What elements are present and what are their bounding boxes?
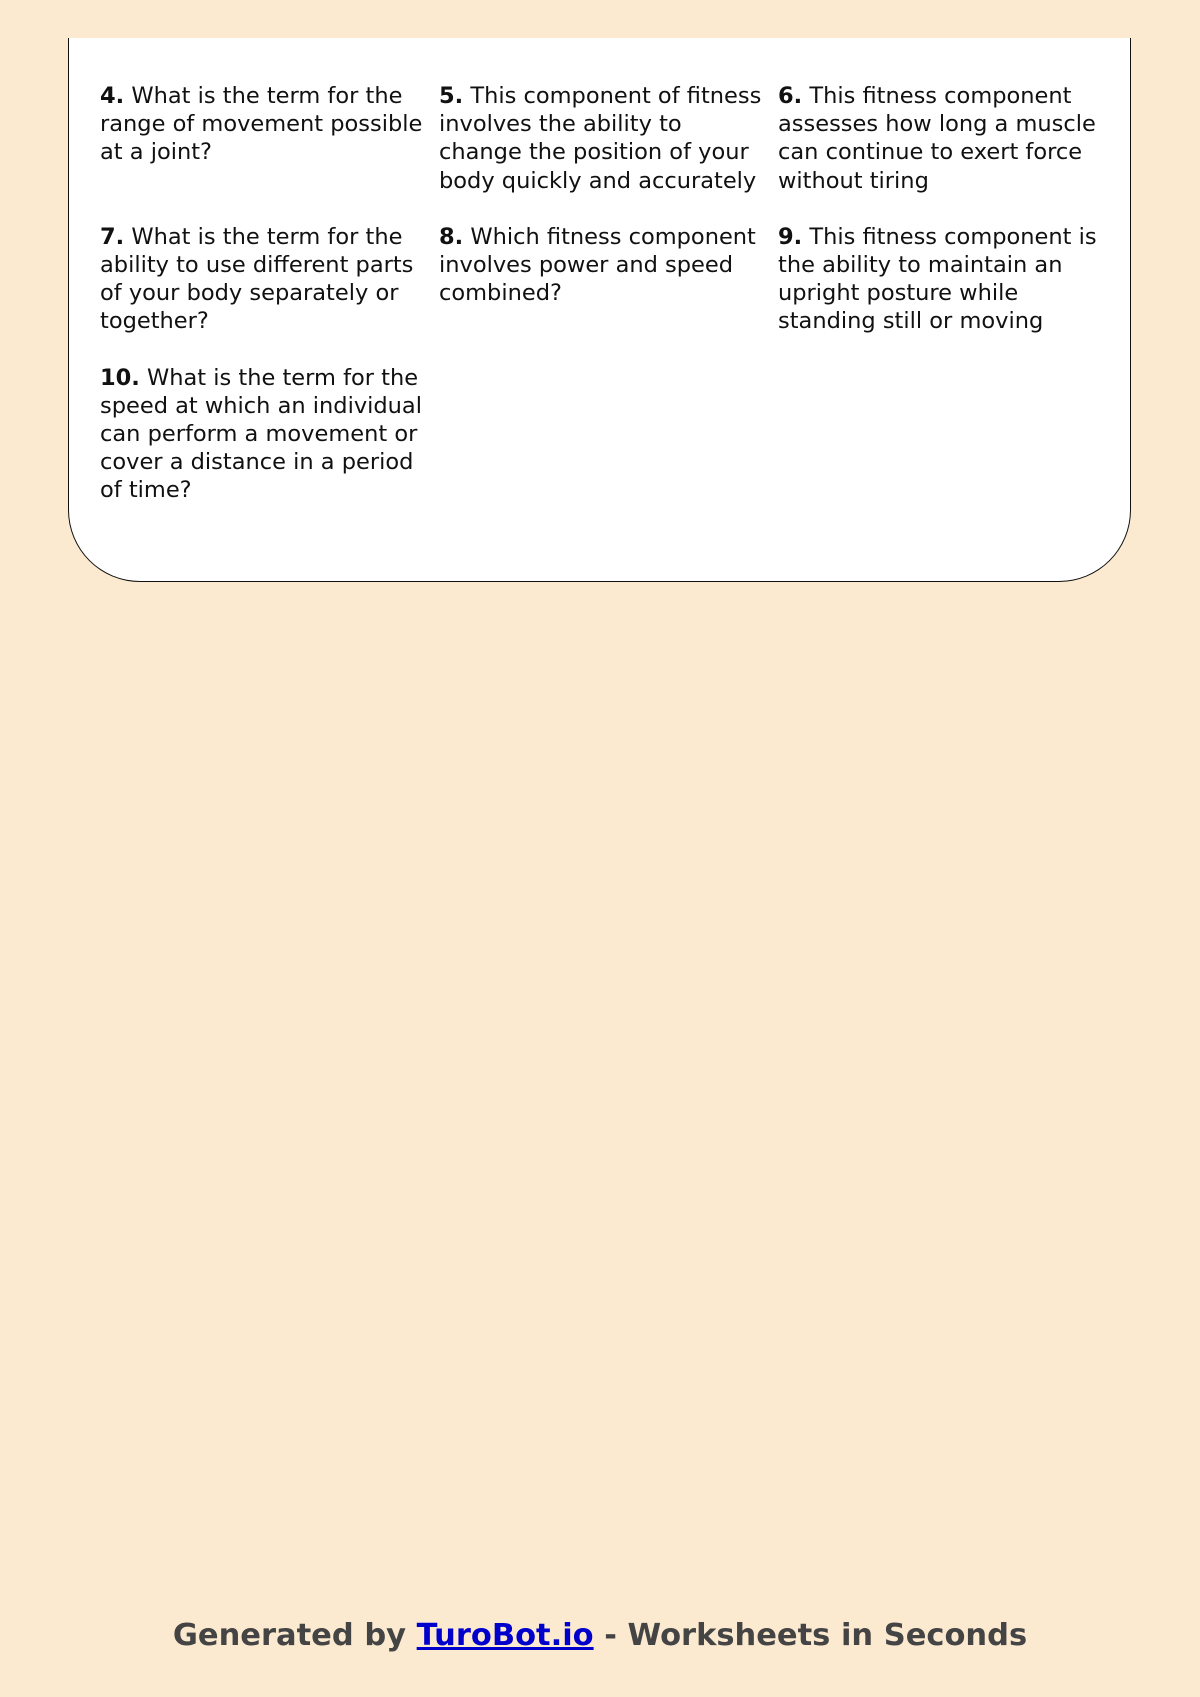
turobot-link[interactable]: TuroBot.io xyxy=(416,1618,594,1653)
question-8 xyxy=(439,223,778,336)
question-number: 5. xyxy=(439,83,464,109)
question-number: 7. xyxy=(100,223,125,250)
question-number: 4. xyxy=(100,83,125,109)
question-number: 10. xyxy=(100,364,140,391)
footer xyxy=(0,1618,1200,1653)
questions-grid xyxy=(100,82,1110,505)
question-5 xyxy=(439,82,778,195)
question-text: This component of fitness involves the ability to change the position of your body quickly and accurately xyxy=(439,83,762,194)
question-text: What is the term for the range of movement possible at a joint? xyxy=(100,83,423,166)
question-text: What is the term for the ability to use different parts of your body separately or together? xyxy=(100,223,414,335)
question-number: 9. xyxy=(778,223,803,250)
question-text: Which fitness component involves power and speed combined? xyxy=(439,223,756,307)
question-number: 6. xyxy=(778,83,803,109)
question-9 xyxy=(778,223,1110,336)
question-text: What is the term for the speed at which an individual can perform a movement or cover a distance in a period of time? xyxy=(100,364,422,504)
question-text: This fitness component is the ability to maintain an upright posture while standing still or moving xyxy=(778,223,1097,335)
questions-card xyxy=(68,38,1131,582)
footer-prefix: Generated by xyxy=(172,1618,407,1653)
question-6 xyxy=(778,82,1110,195)
question-4 xyxy=(100,82,439,195)
question-text: This fitness component assesses how long a muscle can continue to exert force without tiring xyxy=(778,83,1096,194)
question-number: 8. xyxy=(439,223,464,250)
question-7 xyxy=(100,223,439,336)
question-10 xyxy=(100,364,439,505)
footer-suffix: - Worksheets in Seconds xyxy=(604,1618,1028,1653)
